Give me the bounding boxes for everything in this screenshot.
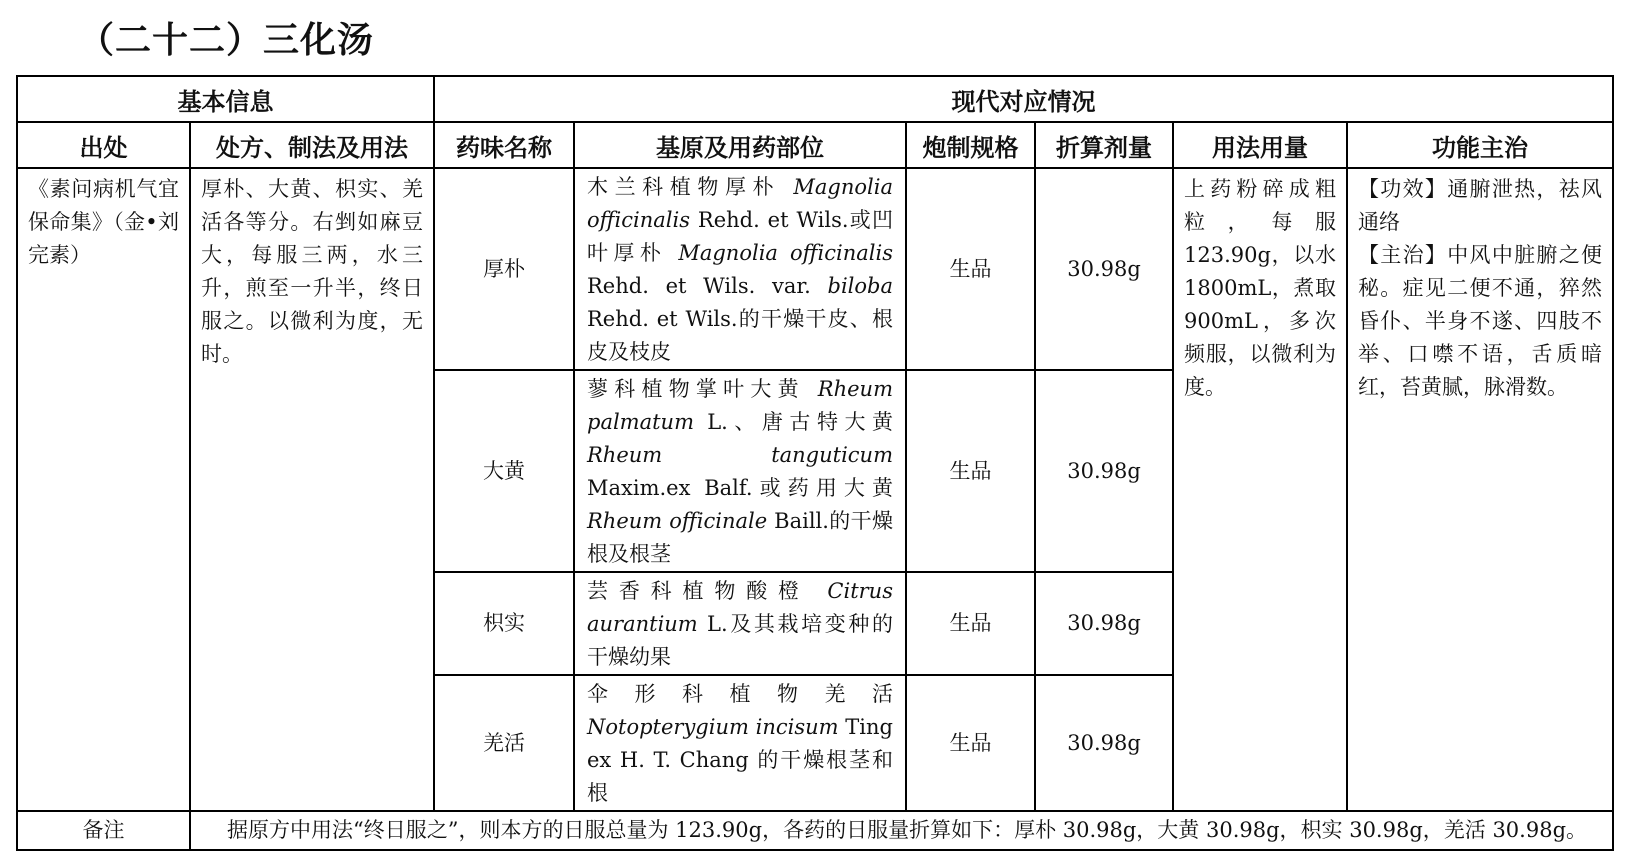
- latin-name: Rheum palmatum: [587, 377, 893, 434]
- header-source: 出处: [17, 122, 190, 168]
- latin-name: Rheum officinale: [587, 509, 768, 533]
- herb-processing: 生品: [906, 675, 1035, 811]
- latin-name: Rheum tanguticum: [587, 443, 893, 467]
- origin-text: Rehd. et Wils.的干燥干皮、根皮及枝皮: [587, 307, 893, 364]
- header-dose: 折算剂量: [1035, 122, 1173, 168]
- origin-text: L.及其栽培变种的干燥幼果: [587, 612, 893, 669]
- origin-text: Rehd. et Wils.或凹叶厚朴: [587, 208, 893, 265]
- usage-cell: 上药粉碎成粗粒，每服123.90g，以水1800mL，煮取900mL，多次频服，以微利为度。: [1173, 168, 1347, 811]
- header-prescription: 处方、制法及用法: [190, 122, 434, 168]
- effect-label: 【功效】: [1358, 177, 1448, 201]
- source-cell: 《素问病机气宜保命集》（金•刘完素）: [17, 168, 190, 811]
- herb-dose: 30.98g: [1035, 370, 1173, 572]
- page-title: （二十二）三化汤: [78, 20, 375, 61]
- herb-processing: 生品: [906, 572, 1035, 675]
- herb-processing: 生品: [906, 370, 1035, 572]
- indication-label: 【主治】: [1358, 243, 1448, 267]
- herb-origin: [574, 572, 906, 675]
- effect-text: 通腑泄热，祛风通络: [1358, 177, 1603, 234]
- indication-text: 中风中脏腑之便秘。症见二便不通，猝然昏仆、半身不遂、四肢不举、口噤不语，舌质暗红，苔黄腻，脉滑数。: [1358, 243, 1603, 399]
- origin-text: Rehd. et Wils. var.: [587, 274, 828, 298]
- latin-name: Notopterygium incisum: [587, 715, 839, 739]
- note-row: [17, 811, 1613, 850]
- origin-text: Ting ex H. T. Chang 的干燥根茎和根: [587, 715, 893, 805]
- origin-text: L.、唐古特大黄: [694, 410, 893, 434]
- herb-dose: 30.98g: [1035, 168, 1173, 370]
- header-origin: 基原及用药部位: [574, 122, 906, 168]
- latin-name: Magnolia officinalis: [678, 241, 893, 265]
- herb-name: 厚朴: [434, 168, 574, 370]
- herb-dose: 30.98g: [1035, 572, 1173, 675]
- herb-name: 大黄: [434, 370, 574, 572]
- note-text: 据原方中用法“终日服之”，则本方的日服总量为 123.90g，各药的日服量折算如下：厚朴 30.98g，大黄 30.98g，枳实 30.98g，羌活 30.98g。: [190, 811, 1613, 850]
- origin-text: 蓼科植物掌叶大黄: [587, 377, 818, 401]
- origin-text: Maxim.ex Balf.或药用大黄: [587, 476, 893, 500]
- herb-name: 羌活: [434, 675, 574, 811]
- herb-name: 枳实: [434, 572, 574, 675]
- formula-table: [16, 75, 1614, 851]
- herb-processing: 生品: [906, 168, 1035, 370]
- header-usage: 用法用量: [1173, 122, 1347, 168]
- origin-text: 芸香科植物酸橙: [587, 579, 828, 603]
- header-modern-info: 现代对应情况: [434, 76, 1613, 122]
- herb-origin: [574, 370, 906, 572]
- origin-text: Baill.的干燥根及根茎: [587, 509, 893, 566]
- herb-origin: [574, 168, 906, 370]
- herb-dose: 30.98g: [1035, 675, 1173, 811]
- function-cell: [1347, 168, 1613, 811]
- prescription-cell: 厚朴、大黄、枳实、羌活各等分。右剉如麻豆大，每服三两，水三升，煎至一升半，终日服之。以微利为度，无时。: [190, 168, 434, 811]
- header-basic-info: 基本信息: [17, 76, 434, 122]
- note-label: 备注: [17, 811, 190, 850]
- origin-text: 木兰科植物厚朴: [587, 175, 794, 199]
- header-function: 功能主治: [1347, 122, 1613, 168]
- table-row: [17, 168, 1613, 370]
- header-herb-name: 药味名称: [434, 122, 574, 168]
- herb-origin: [574, 675, 906, 811]
- latin-name: biloba: [827, 274, 893, 298]
- header-processing: 炮制规格: [906, 122, 1035, 168]
- latin-name: Citrus aurantium: [587, 579, 893, 636]
- origin-text: 伞形科植物羌活: [587, 682, 893, 706]
- latin-name: Magnolia officinalis: [587, 175, 893, 232]
